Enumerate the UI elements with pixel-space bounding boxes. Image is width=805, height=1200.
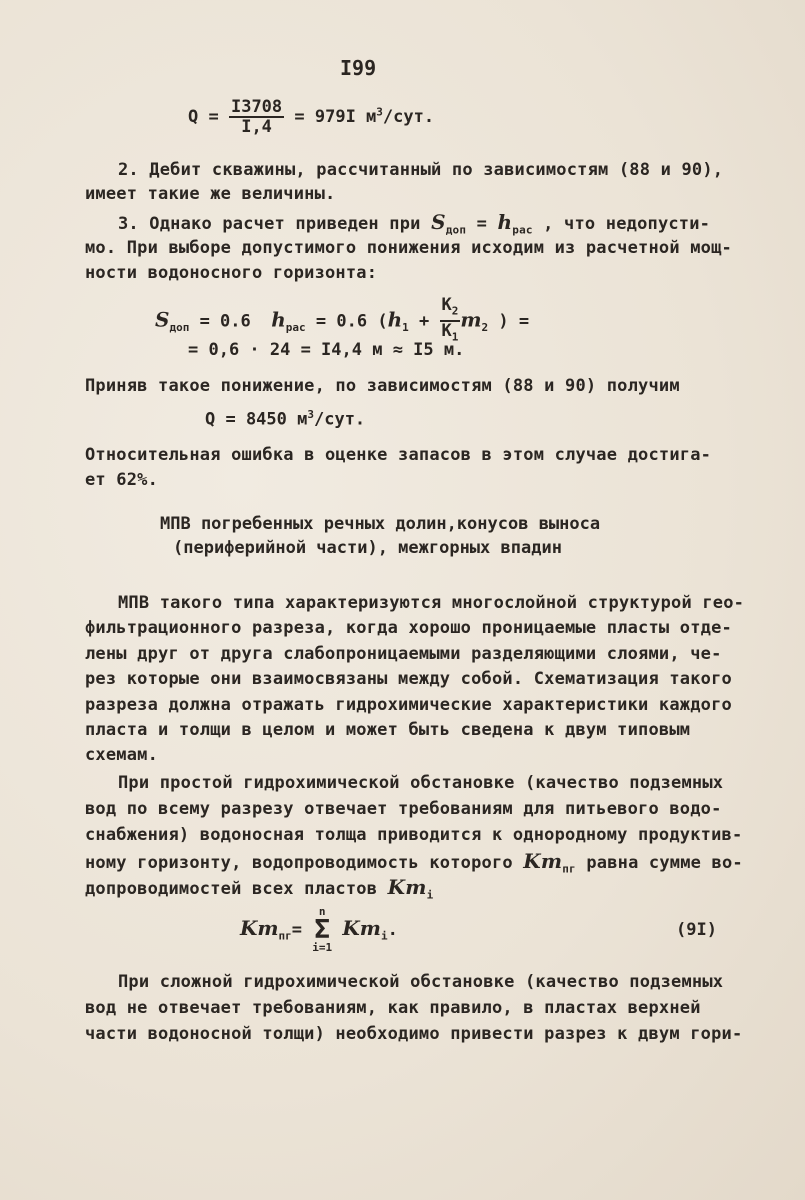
eq-s-m-sub: 2 [481,320,489,334]
p5-line-2: ет 62%. [85,470,159,490]
equation-q2 [205,408,365,430]
p6-line-3: лены друг от друга слабопроницаемыми разделяющими слоями, че- [85,644,722,664]
eq91-lhs: Km [240,916,279,940]
p3-eq: = [476,214,488,234]
p7-l5-pre: допроводимостей всех пластов [85,879,378,899]
equation-number: (9I) [676,920,717,940]
p7-km: Km [523,849,563,873]
eq91-rhs-sub: i [380,929,388,943]
p3-l1-pre: 3. Однако расчет приведен при [118,214,421,234]
p2-line-1: 2. Дебит скважины, рассчитанный по зависимостям (88 и 90), [118,160,724,180]
eq-q-denominator: I,4 [241,117,272,137]
p6-line-7: схемам. [85,745,159,765]
eq-s-frac-den: $K_1$ [441,321,459,344]
eq-s-sub: доп [169,320,190,334]
p6-line-6: пласта и толщи в целом и может быть сведена к двум типовым [85,720,691,740]
p6-line-4: рез которые они взаимосвязаны между собой. Схематизация такого [85,669,732,689]
p3-line-2: мо. При выборе допустимого понижения исходим из расчетной мощ- [85,238,732,258]
p8-line-2: вод не отвечает требованиям, как правило, в пластах верхней [85,998,701,1018]
p7-line-5 [85,877,433,905]
eq-s-h: h [271,307,286,332]
p4-line: Приняв такое понижение, по зависимостям (88 и 90) получим [85,376,680,396]
eq-s-h1: h [387,307,403,332]
p3-h-symbol: h [497,210,513,234]
p3-line-3: ности водоносного горизонта: [85,263,378,283]
equation-s-line-2: = 0,6 · 24 = I4,4 м ≈ I5 м. [188,340,465,360]
eq91-lhs-sub: пг [278,929,292,943]
p7-line-2: вод по всему разрезу отвечает требованиям для питьевого водо- [85,799,722,819]
eq91-sum-top: n [318,905,326,918]
p6-line-1: МПВ такого типа характеризуются многослойной структурой гео- [118,593,745,613]
equation-q [188,98,434,136]
p5-line-1: Относительная ошибка в оценке запасов в этом случае достига- [85,445,712,465]
eq-q-fraction [229,98,284,136]
equation-91 [240,906,398,954]
eq-q-exp: 3 [376,105,383,119]
eq-s-frac-num: $K_2$ [440,296,461,322]
eq-q-lhs: Q = [188,107,219,127]
eq-s-close: ) = [498,311,530,332]
p3-h-sub: рас [512,223,533,237]
p7-km-sub: пг [562,862,576,876]
eq91-sum [312,906,332,954]
eq91-eq: = [291,920,303,940]
p6-line-5: разреза должна отражать гидрохимические характеристики каждого [85,695,732,715]
eq91-rhs: Km [342,916,381,940]
p8-line-1: При сложной гидрохимической обстановке (качество подземных [118,972,724,992]
p7-line-3: снабжения) водоносная толща приводится к однородному продуктив- [85,825,743,845]
page-number: I99 [340,56,377,80]
eq-s-eq2: = 0.6 ( [315,311,388,332]
p7-km-i-sub: i [426,888,434,902]
p7-line-1: При простой гидрохимической обстановке (качество подземных [118,773,724,793]
eq-q-numerator: I3708 [230,97,283,117]
p8-line-3: части водоносной толщи) необходимо привести разрез к двум гори- [85,1024,743,1044]
p7-km-i: Km [387,875,427,899]
section-heading-line-2: (периферийной части), межгорных впадин [173,538,562,558]
eq-s-plus: + [419,311,430,332]
eq-s-eq1: = 0.6 [199,311,251,332]
eq-q2-value: Q = 8450 м [205,409,308,430]
p7-l4-post: равна сумме во- [586,853,743,873]
eq91-dot: . [387,920,398,940]
eq91-sum-sign: Σ [314,915,331,945]
p3-s-sub: доп [445,223,467,237]
p3-s-symbol: S [431,210,446,234]
eq-q-unit: /сут. [382,107,435,127]
p2-line-2: имеет такие же величины. [85,184,336,204]
eq91-sum-bottom: i=1 [312,941,333,954]
p6-line-2: фильтрационного разреза, когда хорошо проницаемые пласты отде- [85,618,732,638]
eq-q2-unit: /сут. [313,409,366,430]
eq-s-h1-sub: 1 [402,320,409,334]
eq-q2-exp: 3 [307,408,314,421]
p3-line-1 [118,212,710,240]
p3-l1-post: , что недопусти- [543,214,711,234]
eq-s-symbol: S [155,307,170,332]
eq-s-h-sub: рас [285,320,306,334]
section-heading-line-1: МПВ погребенных речных долин,конусов выноса [160,514,601,534]
p7-l4-pre: ному горизонту, водопроводимость которого [85,853,513,873]
eq-q-rhs: = 979I м [294,107,377,127]
eq-s-m: m [460,307,482,332]
